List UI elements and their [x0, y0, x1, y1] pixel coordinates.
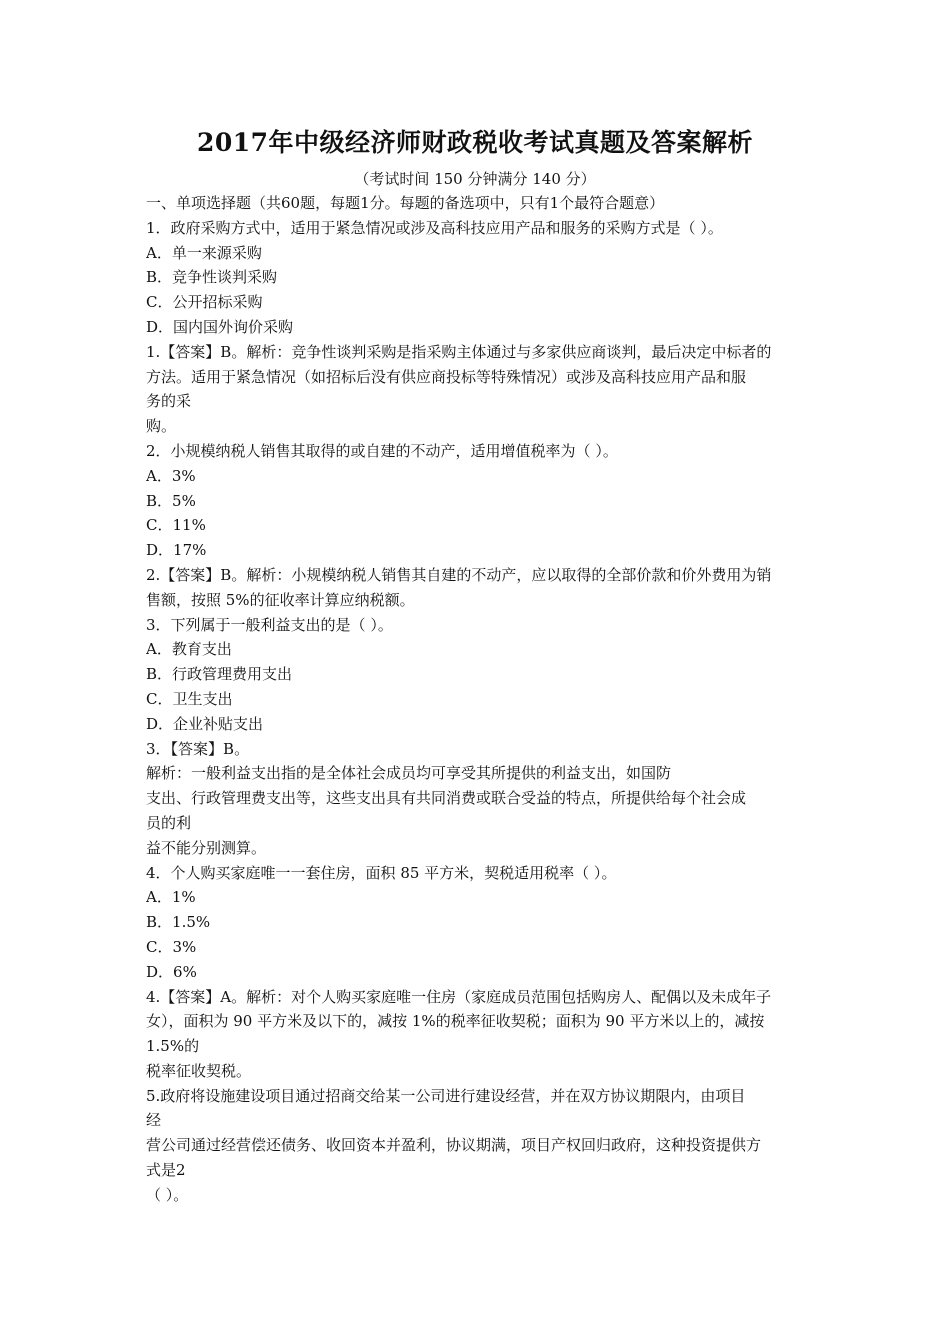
- answer-3-explanation: 员的利: [146, 813, 192, 832]
- option-b: B．5%: [146, 491, 196, 510]
- question-5-cont: 式是2: [146, 1161, 186, 1180]
- option-b: B．竞争性谈判采购: [146, 268, 278, 287]
- page-title: 2017年中级经济师财政税收考试真题及答案解析: [196, 128, 754, 157]
- question-2: 2．小规模纳税人销售其取得的或自建的不动产，适用增值税率为（ ）。: [146, 441, 618, 460]
- question-5-cont: 营公司通过经营偿还债务、收回资本并盈利，协议期满，项目产权回归政府，这种投资提供方: [146, 1136, 762, 1155]
- answer-3-explanation: 益不能分别测算。: [146, 838, 267, 857]
- question-5-cont: 经: [146, 1111, 162, 1130]
- option-d: D．国内国外询价采购: [146, 317, 294, 336]
- exam-info: （考试时间 150 分钟满分 140 分）: [354, 170, 596, 188]
- answer-4: 4.【答案】A。解析：对个人购买家庭唯一住房（家庭成员范围包括购房人、配偶以及未成年子: [146, 987, 772, 1006]
- option-a: A．3%: [146, 466, 196, 485]
- document-body: [146, 191, 816, 1208]
- answer-2: 2.【答案】B。解析：小规模纳税人销售其自建的不动产，应以取得的全部价款和价外费用为销: [146, 565, 772, 584]
- option-a: A．单一来源采购: [146, 243, 262, 262]
- answer-1-cont: 方法。适用于紧急情况（如招标后没有供应商投标等特殊情况）或涉及高科技应用产品和服: [146, 367, 747, 386]
- question-1: 1．政府采购方式中，适用于紧急情况或涉及高科技应用产品和服务的采购方式是（ ）。: [146, 218, 723, 237]
- question-3: 3．下列属于一般利益支出的是（ ）。: [146, 615, 393, 634]
- option-a: A．1%: [146, 888, 196, 907]
- answer-2-cont: 售额，按照 5%的征收率计算应纳税额。: [146, 590, 415, 609]
- option-b: B．行政管理费用支出: [146, 665, 293, 684]
- option-c: C．11%: [146, 516, 206, 535]
- answer-4-cont: 1.5%的: [146, 1037, 200, 1056]
- answer-4-cont: 税率征收契税。: [146, 1061, 252, 1080]
- answer-3: 3．【答案】B。: [146, 739, 250, 758]
- answer-1: 1.【答案】B。解析：竞争性谈判采购是指采购主体通过与多家供应商谈判，最后决定中标者的: [146, 342, 772, 361]
- option-b: B．1.5%: [146, 913, 211, 932]
- option-a: A．教育支出: [146, 640, 232, 659]
- answer-3-explanation: 解析：一般利益支出指的是全体社会成员均可享受其所提供的利益支出，如国防: [146, 764, 672, 783]
- question-5: 5.政府将设施建设项目通过招商交给某一公司进行建设经营，并在双方协议期限内，由项目: [146, 1086, 746, 1105]
- question-5-cont: （ ）。: [146, 1185, 189, 1204]
- question-4: 4．个人购买家庭唯一一套住房，面积 85 平方米，契税适用税率（ ）。: [146, 863, 617, 882]
- answer-3-explanation: 支出、行政管理费支出等，这些支出具有共同消费或联合受益的特点，所提供给每个社会成: [146, 789, 747, 808]
- option-d: D．6%: [146, 962, 197, 981]
- option-c: C．卫生支出: [146, 689, 233, 708]
- answer-1-cont: 务的采: [146, 392, 192, 411]
- option-c: C．公开招标采购: [146, 293, 263, 312]
- option-c: C．3%: [146, 937, 197, 956]
- section-heading: 一、单项选择题（共60题，每题1分。每题的备选项中，只有1个最符合题意）: [146, 194, 665, 212]
- option-d: D．企业补贴支出: [146, 714, 264, 733]
- option-d: D．17%: [146, 541, 207, 560]
- answer-4-cont: 女），面积为 90 平方米及以下的，减按 1%的税率征收契税；面积为 90 平方米以上的，减按: [146, 1012, 765, 1031]
- answer-1-cont: 购。: [146, 417, 177, 436]
